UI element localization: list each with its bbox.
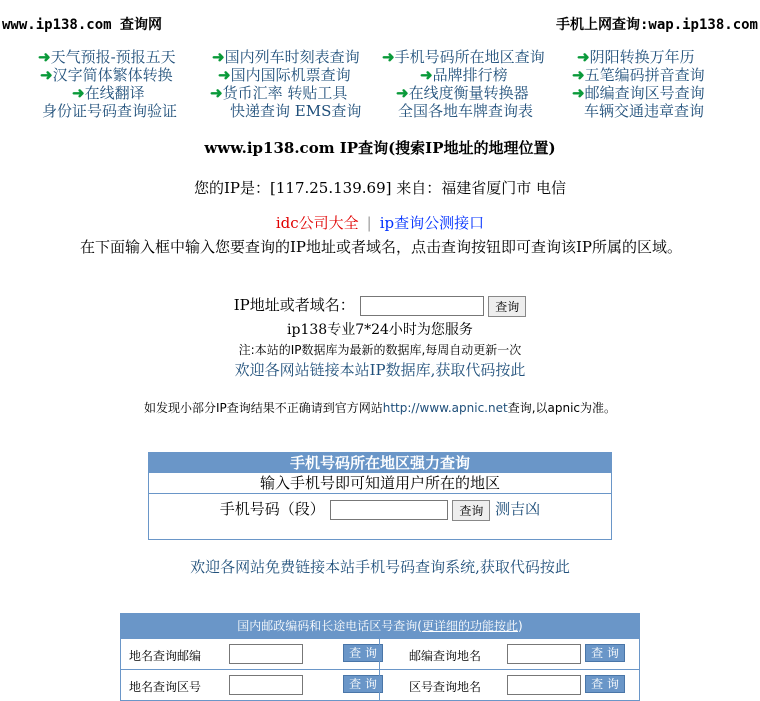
- mobile-input-label: 手机号码（段）: [219, 500, 325, 518]
- link-express[interactable]: 快递查询 EMS查询: [230, 102, 362, 120]
- link-plate[interactable]: 全国各地车牌查询表: [398, 102, 534, 120]
- link-hanzi[interactable]: ➜汉字简体繁体转换: [40, 66, 173, 84]
- ip-query-button[interactable]: 查询: [488, 296, 526, 317]
- service-text: ip138专业7*24小时为您服务: [287, 322, 473, 338]
- areacode-to-place-input[interactable]: [507, 675, 581, 695]
- link-currency[interactable]: ➜货币汇率 转贴工具: [210, 84, 348, 102]
- link-translate[interactable]: ➜在线翻译: [72, 84, 145, 102]
- apnic-note: 如发现小部分IP查询结果不正确请到官方网站http://www.apnic.net查询,以apnic为准。: [143, 401, 617, 415]
- link-weather[interactable]: ➜天气预报-预报五天: [38, 48, 176, 66]
- link-postcode[interactable]: ➜邮编查询区号查询: [572, 84, 705, 102]
- zip-to-place-input[interactable]: [507, 644, 581, 664]
- link-calendar[interactable]: ➜阴阳转换万年历: [577, 48, 695, 66]
- ip-info: 您的IP是：[117.25.139.69] 来自：福建省厦门市 电信: [194, 179, 566, 197]
- top-bar: [0, 14, 760, 34]
- place-to-areacode-button[interactable]: 查 询: [343, 675, 383, 693]
- mobile-input[interactable]: [330, 500, 448, 520]
- fortune-link[interactable]: 测吉凶: [495, 500, 541, 518]
- postcode-panel-title: 国内邮政编码和长途电话区号查询(更详细的功能按此): [121, 614, 639, 638]
- link-flight[interactable]: ➜国内国际机票查询: [218, 66, 351, 84]
- place-to-zip-input[interactable]: [229, 644, 303, 664]
- ip-input[interactable]: [360, 296, 484, 316]
- site-title[interactable]: www.ip138.com 查询网: [2, 17, 163, 33]
- postcode-panel: [120, 613, 640, 701]
- mobile-query-panel: [148, 452, 612, 540]
- api-link[interactable]: ip查询公测接口: [379, 214, 485, 232]
- link-unit-convert[interactable]: ➜在线度衡量转换器: [396, 84, 529, 102]
- link-mobile-area[interactable]: ➜手机号码所在地区查询: [382, 48, 545, 66]
- postcode-detail-link[interactable]: 更详细的功能按此: [421, 619, 518, 633]
- link-train[interactable]: ➜国内列车时刻表查询: [212, 48, 360, 66]
- quick-links: [0, 46, 760, 118]
- areacode-row: 地名查询区号 查 询 区号查询地名 查 询: [121, 669, 639, 700]
- link-violation[interactable]: 车辆交通违章查询: [584, 102, 705, 120]
- place-to-areacode-input[interactable]: [229, 675, 303, 695]
- place-to-zip-button[interactable]: 查 询: [343, 644, 383, 662]
- apnic-link[interactable]: http://www.apnic.net: [382, 401, 508, 415]
- instruction-text: 在下面输入框中输入您要查询的IP地址或者域名，点击查询按钮即可查询该IP所属的区域。: [79, 238, 683, 256]
- database-note: 注:本站的IP数据库为最新的数据库,每周自动更新一次: [238, 343, 522, 357]
- ip-query-form: [0, 294, 760, 317]
- mobile-panel-subtitle: 输入手机号即可知道用户所在的地区: [149, 473, 611, 494]
- postcode-row: 地名查询邮编 查 询 邮编查询地名 查 询: [121, 638, 639, 669]
- ip-input-label: IP地址或者域名：: [233, 296, 355, 314]
- idc-link[interactable]: idc公司大全: [275, 214, 359, 232]
- mobile-db-link[interactable]: 欢迎各网站免费链接本站手机号码查询系统,获取代码按此: [190, 558, 570, 576]
- areacode-to-place-button[interactable]: 查 询: [585, 675, 625, 693]
- zip-to-place-button[interactable]: 查 询: [585, 644, 625, 662]
- page-title: www.ip138.com IP查询(搜索IP地址的地理位置): [204, 139, 556, 157]
- link-wubi[interactable]: ➜五笔编码拼音查询: [572, 66, 705, 84]
- link-brand[interactable]: ➜品牌排行榜: [420, 66, 508, 84]
- link-idcard[interactable]: 身份证号码查询验证: [42, 102, 178, 120]
- idc-links: idc公司大全 | ip查询公测接口: [275, 214, 485, 232]
- mobile-site-link[interactable]: 手机上网查询:wap.ip138.com: [555, 17, 758, 33]
- mobile-query-button[interactable]: 查询: [452, 500, 490, 521]
- mobile-panel-title: 手机号码所在地区强力查询: [149, 453, 611, 473]
- ip-db-link[interactable]: 欢迎各网站链接本站IP数据库,获取代码按此: [234, 361, 526, 379]
